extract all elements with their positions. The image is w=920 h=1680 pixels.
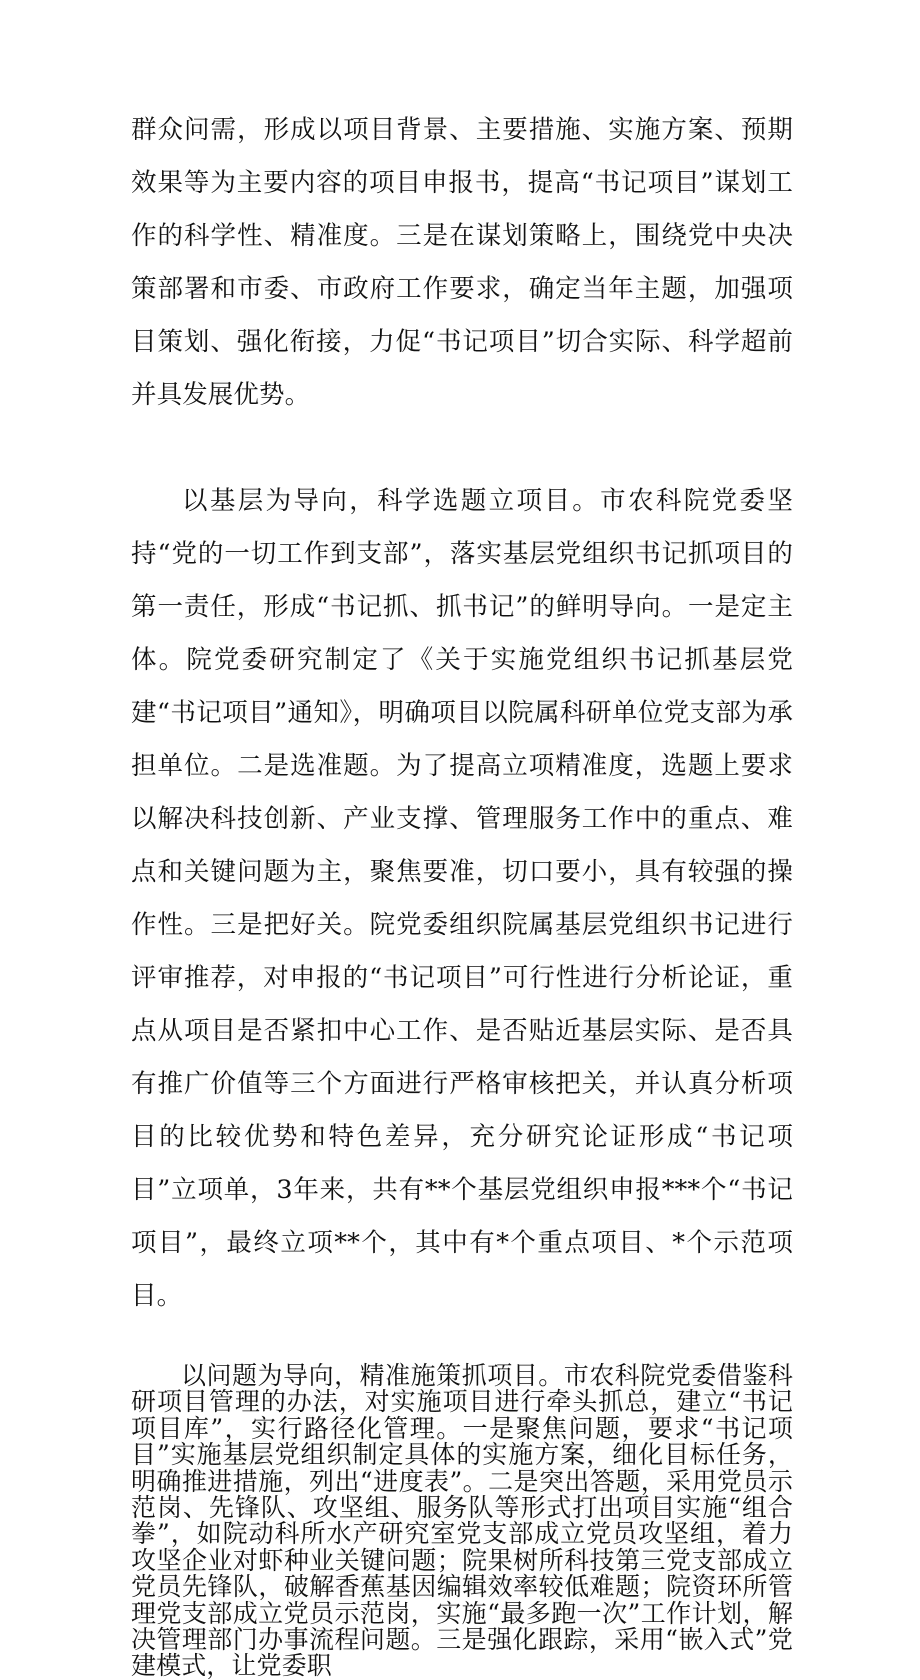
document-text-column — [131, 104, 793, 1680]
paragraph-spacer-2 — [131, 1323, 793, 1363]
paragraph-2: 以基层为导向，科学选题立项目。市农科院党委坚持“党的一切工作到支部”，落实基层党组织书记抓项目的第一责任，形成“书记抓、抓书记”的鲜明导向。一是定主体。院党委研究制定了《关于实施党组织书记抓基层党建“书记项目”通知》，明确项目以院属科研单位党支部为承担单位。二是选准题。为了提高立项精准度，选题上要求以解决科技创新、产业支撑、管理服务工作中的重点、难点和关键问题为主，聚焦要准，切口要小，具有较强的操作性。三是把好关。院党委组织院属基层党组织书记进行评审推荐，对申报的“书记项目”可行性进行分析论证，重点从项目是否紧扣中心工作、是否贴近基层实际、是否具有推广价值等三个方面进行严格审核把关，并认真分析项目的比较优势和特色差异，充分研究论证形成“书记项目”立项单，3年来，共有**个基层党组织申报***个“书记项目”，最终立项**个，其中有*个重点项目、*个示范项目。 — [131, 486, 793, 1311]
paragraph-spacer-1 — [131, 422, 793, 475]
paragraph-3: 以问题为导向，精准施策抓项目。市农科院党委借鉴科研项目管理的办法，对实施项目进行牵头抓总，建立“书记项目库”，实行路径化管理。一是聚焦问题，要求“书记项目”实施基层党组织制定具体的实施方案，细化目标任务，明确推进措施，列出“进度表”。二是突出答题，采用党员示范岗、先锋队、攻坚组、服务队等形式打出项目实施“组合拳”，如院动科所水产研究室党支部成立党员攻坚组，着力攻坚企业对虾种业关键问题；院果树所科技第三党支部成立党员先锋队，破解香蕉基因编辑效率较低难题；院资环所管理党支部成立党员示范岗，实施“最多跑一次”工作计划，解决管理部门办事流程问题。三是强化跟踪，采用“嵌入式”党建模式，让党委职 — [131, 1361, 793, 1680]
paragraph-1: 群众问需，形成以项目背景、主要措施、实施方案、预期效果等为主要内容的项目申报书，提高“书记项目”谋划工作的科学性、精准度。三是在谋划策略上，围绕党中央决策部署和市委、市政府工作要求，确定当年主题，加强项目策划、强化衔接，力促“书记项目”切合实际、科学超前并具发展优势。 — [131, 115, 793, 410]
